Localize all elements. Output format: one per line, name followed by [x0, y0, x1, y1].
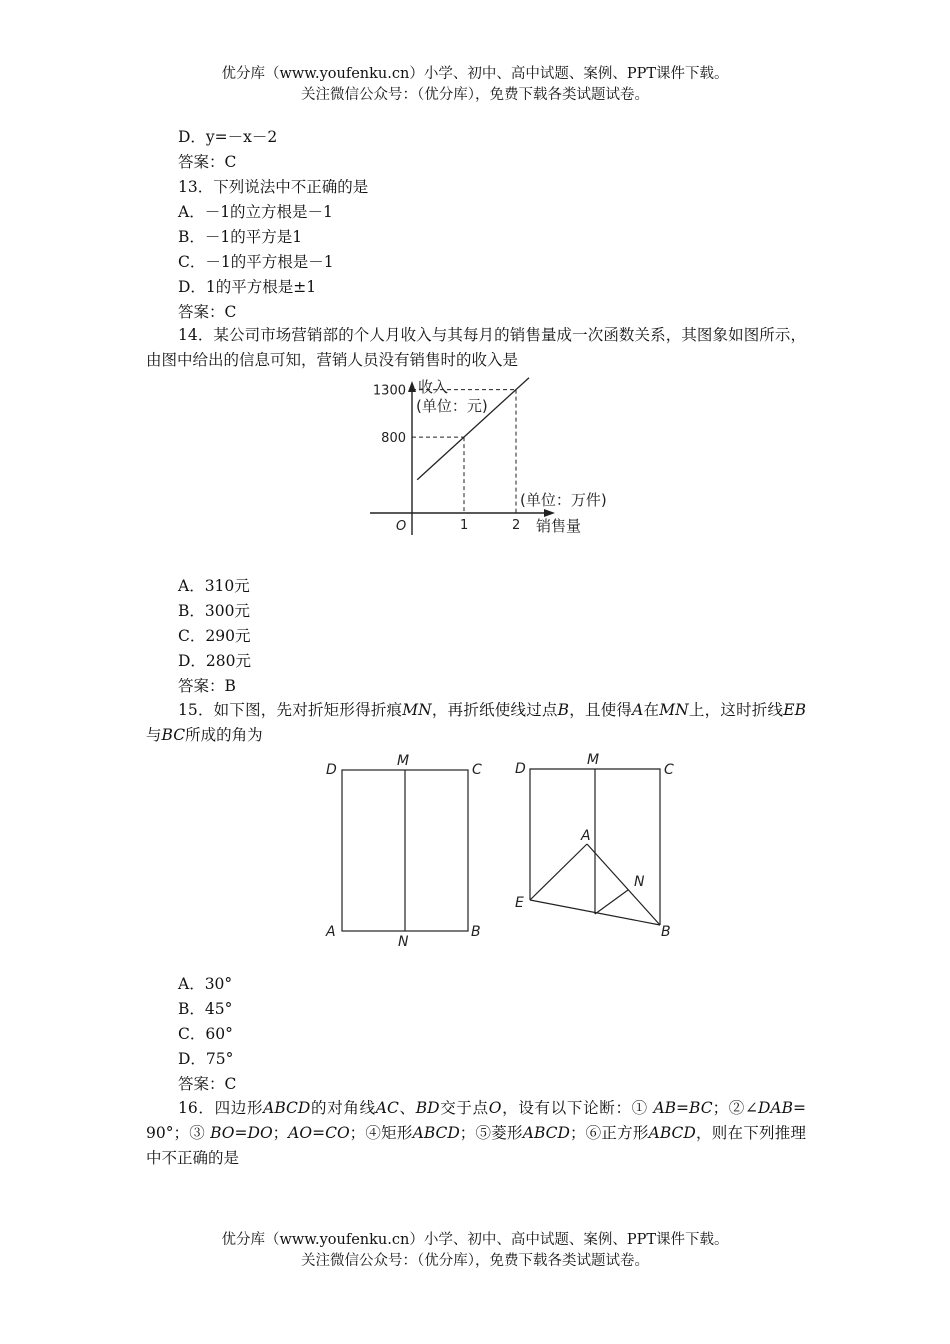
fig1-label-c: C	[472, 762, 482, 778]
fig1-label-a: A	[326, 924, 336, 940]
q14-answer: 答案：B	[178, 677, 236, 695]
footer-line-1: 优分库（www.youfenku.cn）小学、初中、高中试题、案例、PPT课件下载。	[221, 1232, 729, 1248]
fig2-segment-ea	[530, 844, 587, 900]
y-tick-1300: 1300	[372, 383, 406, 399]
origin-label: O	[396, 519, 407, 534]
q13-option-b: B．－1的平方是1	[178, 228, 303, 246]
y-axis-label: 收入	[418, 378, 449, 396]
page-footer	[0, 1230, 950, 1272]
q15-option-a: A．30°	[178, 975, 233, 993]
q13-option-d: D．1的平方根是±1	[178, 278, 317, 296]
q14-option-d: D．280元	[178, 652, 252, 670]
q15-stem: 15．如下图，先对折矩形得折痕MN，再折纸使线过点B，且使得A在MN上，这时折线EB与BC所成的角为	[146, 701, 806, 744]
y-axis-arrow	[408, 381, 416, 392]
q13-option-c: C．－1的平方根是－1	[178, 253, 334, 271]
x-axis-label: 销售量	[536, 517, 582, 535]
q15-option-d: D．75°	[178, 1050, 234, 1068]
q12-answer: 答案：C	[178, 153, 237, 171]
fig1-label-n: N	[398, 934, 409, 950]
x-axis-unit: (单位：万件)	[520, 491, 607, 509]
y-axis-unit: (单位：元)	[416, 397, 488, 415]
fig2-segment-n	[595, 890, 628, 914]
fig2-label-c: C	[664, 762, 674, 778]
q13-answer: 答案：C	[178, 303, 237, 321]
x-tick-1: 1	[460, 518, 469, 533]
q14-option-c: C．290元	[178, 627, 251, 645]
q12-option-d: D．y=－x－2	[178, 128, 278, 146]
fig1-label-m: M	[397, 753, 410, 769]
fig2-label-n: N	[634, 874, 645, 890]
header-line-1: 优分库（www.youfenku.cn）小学、初中、高中试题、案例、PPT课件下载。	[221, 66, 729, 82]
q15-option-c: C．60°	[178, 1025, 233, 1043]
q14-option-b: B．300元	[178, 602, 250, 620]
header-line-2: 关注微信公众号：（优分库），免费下载各类试题试卷。	[301, 87, 649, 103]
q15-answer: 答案：C	[178, 1075, 237, 1093]
q15-option-b: B．45°	[178, 1000, 233, 1018]
q15-figure-2	[510, 750, 695, 950]
q14-chart	[360, 375, 650, 540]
fig2-label-a: A	[581, 828, 591, 844]
q16-stem: 16．四边形ABCD的对角线AC、BD交于点O，设有以下论断：① AB=BC；②∠DAB= 90°；③ BO=DO；AO=CO；④矩形ABCD；⑤菱形ABCD；⑥正方形ABCD，则在下列推理中不正确的是	[146, 1099, 837, 1167]
fig2-label-m: M	[587, 752, 600, 768]
q15-figure-1	[320, 750, 495, 950]
x-axis-arrow	[544, 509, 555, 517]
footer-line-2: 关注微信公众号：（优分库），免费下载各类试题试卷。	[301, 1253, 649, 1269]
fig2-label-b: B	[661, 924, 671, 940]
x-tick-2: 2	[512, 518, 521, 533]
y-tick-800: 800	[381, 431, 406, 447]
fig1-label-b: B	[471, 924, 481, 940]
fig1-label-d: D	[326, 762, 337, 778]
page-header	[0, 64, 950, 106]
q13-option-a: A．－1的立方根是－1	[178, 203, 333, 221]
q14-option-a: A．310元	[178, 577, 250, 595]
q14-stem: 14．某公司市场营销部的个人月收入与其每月的销售量成一次函数关系，其图象如图所示，由图中给出的信息可知，营销人员没有销售时的收入是	[146, 326, 806, 369]
fig2-label-e: E	[515, 895, 524, 911]
fig2-label-d: D	[515, 761, 526, 777]
q13-stem: 13．下列说法中不正确的是	[178, 178, 369, 196]
